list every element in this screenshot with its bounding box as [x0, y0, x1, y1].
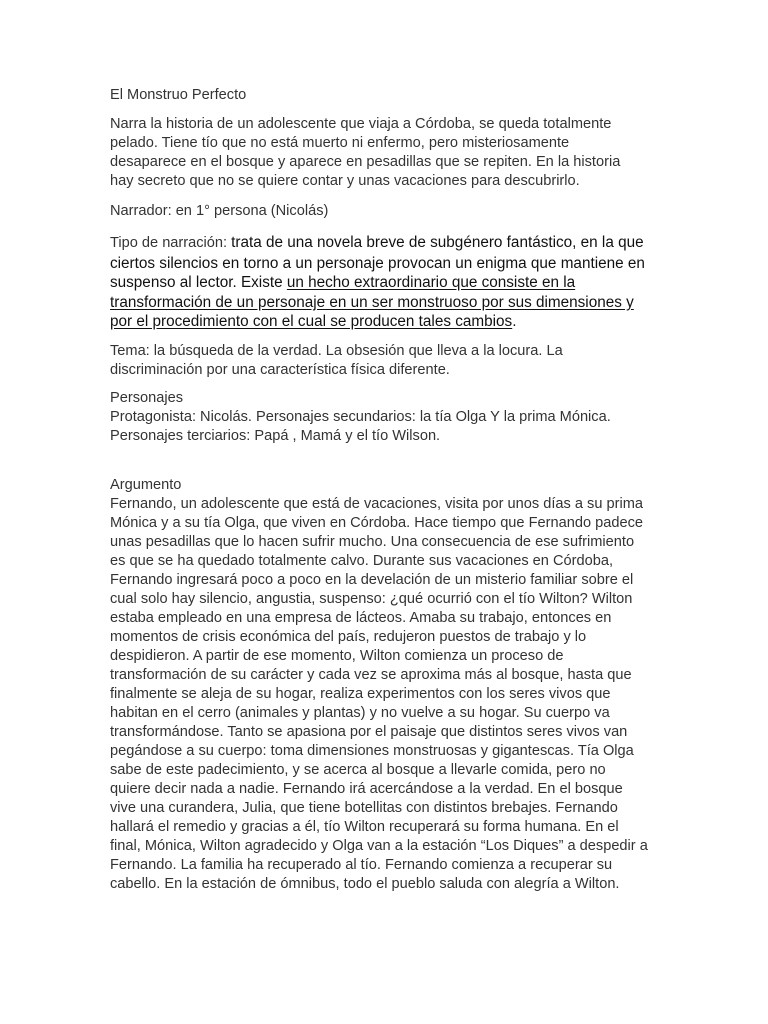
plot-line: transformándose. Tanto se apasiona por el paisaje que distintos seres vivos van: [110, 724, 628, 740]
narrator-line: Narrador: en 1° persona (Nicolás): [110, 203, 329, 219]
summary-line: Narra la historia de un adolescente que viaja a Córdoba, se queda totalmente: [110, 116, 612, 132]
plot-line: final, Mónica, Wilton agradecido y Olga van a la estación “Los Diques” a despedir a: [110, 838, 648, 854]
plot-line: Fernando. La familia ha recuperado al tío. Fernando comienza a recuperar su: [110, 857, 613, 873]
plot-line: sabe de este padecimiento, y se acerca al bosque a llevarle comida, pero no: [110, 762, 606, 778]
underlined-text: un hecho extraordinario que consiste en la: [286, 274, 576, 291]
summary-line: pelado. Tiene tío que no está muerto ni enfermo, pero misteriosamente: [110, 135, 570, 151]
plot-line: hallará el remedio y gracias a él, tío Wilton recuperará su forma humana. En el: [110, 819, 619, 835]
theme-line: Tema: la búsqueda de la verdad. La obsesión que lleva a la locura. La: [110, 343, 563, 359]
plot-line: finalmente se aleja de su hogar, realiza experimentos con los seres vivos que: [110, 686, 611, 702]
plot-line: momentos de crisis económica del país, redujeron puestos de trabajo y lo: [110, 629, 587, 645]
narration-text: suspenso al lector. Existe: [110, 274, 287, 291]
plot-line: cual solo hay silencio, angustia, suspenso: ¿qué ocurrió con el tío Wilton? Wilton: [110, 591, 633, 607]
document-title: El Monstruo Perfecto: [110, 87, 247, 103]
plot-line: vive una curandera, Julia, que tiene botellitas con distintos brebajes. Fernando: [110, 800, 618, 816]
plot-line: transformación de su carácter y cada vez se aproxima más al bosque, hasta que: [110, 667, 632, 683]
characters-line: Protagonista: Nicolás. Personajes secundarios: la tía Olga Y la prima Mónica.: [110, 409, 611, 425]
plot-line: habitan en el cerro (animales y plantas) y no vuelve a su hogar. Su cuerpo va: [110, 705, 610, 721]
plot-heading: Argumento: [110, 477, 182, 493]
plot-line: unas pesadillas que lo hacen sufrir mucho. Una consecuencia de ese sufrimiento: [110, 534, 635, 550]
summary-line: hay secreto que no se quiere contar y unas vacaciones para descubrirlo.: [110, 173, 580, 189]
theme-line: discriminación por una característica física diferente.: [110, 362, 450, 378]
plot-line: pegándose a su cuerpo: toma dimensiones monstruosas y gigantescas. Tía Olga: [110, 743, 634, 759]
narration-text: trata de una novela breve de subgénero fantástico, en la que: [231, 234, 644, 251]
plot-line: despidieron. A partir de ese momento, Wilton comienza un proceso de: [110, 648, 564, 664]
plot-line: estaba empleado en una empresa de lácteos. Amaba su trabajo, entonces en: [110, 610, 612, 626]
plot-line: cabello. En la estación de ómnibus, todo el pueblo saluda con alegría a Wilton.: [110, 876, 620, 892]
narration-label: Tipo de narración:: [110, 235, 232, 251]
summary-line: desaparece en el bosque y aparece en pesadillas que se repiten. En la historia: [110, 154, 621, 170]
plot-section: [110, 476, 670, 894]
underlined-text: por el procedimiento con el cual se producen tales cambios: [110, 313, 513, 330]
plot-line: Mónica y a su tía Olga, que viven en Córdoba. Hace tiempo que Fernando padece: [110, 515, 643, 531]
narration-text: .: [512, 313, 517, 330]
characters-section: [110, 389, 670, 446]
underlined-text: transformación de un personaje en un ser monstruoso por sus dimensiones y: [110, 293, 634, 311]
narration-paragraph: [110, 233, 670, 332]
narration-text: ciertos silencios en torno a un personaje provocan un enigma que mantiene en: [110, 254, 645, 272]
characters-line: Personajes terciarios: Papá , Mamá y el tío Wilson.: [110, 428, 441, 444]
characters-heading: Personajes: [110, 390, 184, 406]
plot-line: Fernando ingresará poco a poco en la develación de un misterio familiar sobre el: [110, 572, 634, 588]
theme-paragraph: [110, 342, 670, 380]
plot-line: Fernando, un adolescente que está de vacaciones, visita por unos días a su prima: [110, 496, 643, 512]
plot-line: quiere decir nada a nadie. Fernando irá acercándose a la verdad. En el bosque: [110, 781, 623, 797]
summary-paragraph: [110, 115, 670, 191]
plot-line: es que se ha quedado totalmente calvo. Durante sus vacaciones en Córdoba,: [110, 553, 613, 569]
